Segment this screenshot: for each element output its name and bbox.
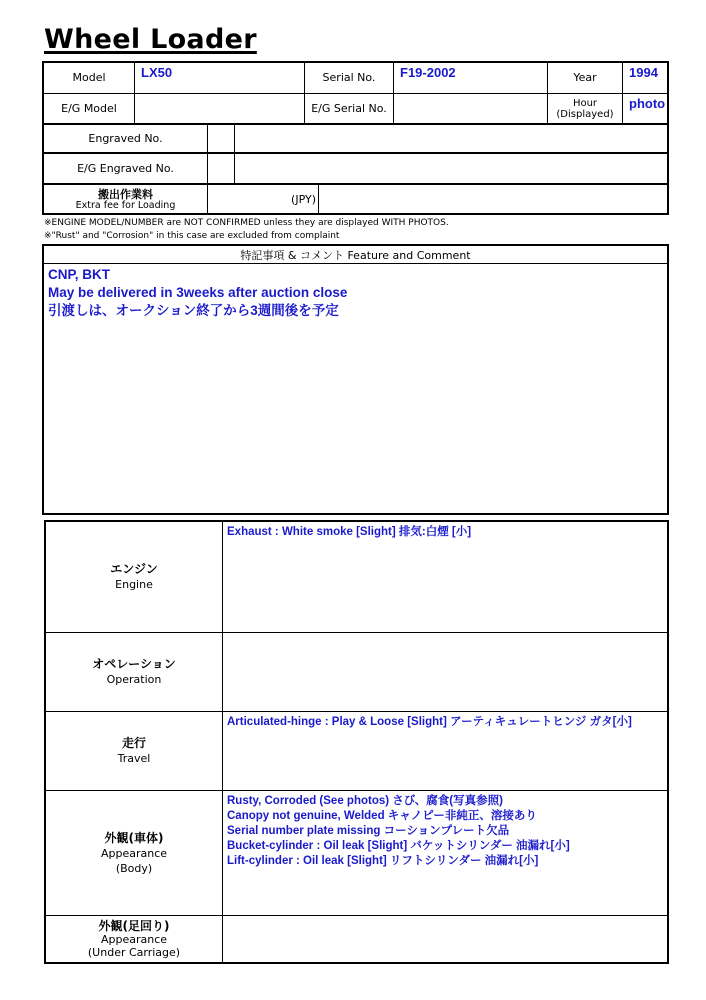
operation-content [223, 633, 667, 711]
eg-engraved-box [208, 154, 235, 185]
eg-serial-value [394, 94, 548, 125]
page-title: Wheel Loader [44, 24, 257, 55]
engine-line: Exhaust : White smoke [Slight] 排気:白煙 [小] [227, 526, 472, 538]
model-value: LX50 [135, 63, 305, 94]
year-value: 1994 [623, 63, 669, 94]
travel-content [223, 712, 667, 790]
appearance-under-label-en1: Appearance [100, 932, 168, 946]
appearance-body-label-en1: Appearance [100, 846, 168, 860]
operation-label-en: Operation [106, 673, 162, 686]
note-rust: ※"Rust" and "Corrosion" in this case are excluded from complaint [44, 231, 340, 241]
hour-label-text: Hour (Displayed) [556, 97, 614, 120]
eg-serial-label: E/G Serial No. [305, 94, 394, 125]
appearance-body-line: Rusty, Corroded (See photos) さび、腐食(写真参照) [227, 795, 503, 807]
appearance-body-label [46, 791, 223, 915]
appearance-body-line: Canopy not genuine, Welded キャノピー非純正、溶接あり [227, 810, 537, 822]
engraved-box [208, 125, 235, 154]
eg-model-value [135, 94, 305, 125]
hour-value: photo [623, 94, 669, 125]
fee-label [44, 185, 208, 215]
note-engine-confirm: ※ENGINE MODEL/NUMBER are NOT CONFIRMED unless they are displayed WITH PHOTOS. [44, 218, 449, 228]
appearance-under-label-en2: (Under Carriage) [87, 945, 181, 959]
engine-content [223, 522, 667, 632]
inspection-table [44, 520, 669, 964]
engraved-label: Engraved No. [44, 125, 208, 154]
travel-label-ja: 走行 [121, 736, 146, 750]
appearance-body-line: Serial number plate missing コーションプレート欠品 [227, 825, 510, 837]
appearance-under-content [223, 916, 667, 962]
appearance-body-line: Bucket-cylinder : Oil leak [Slight] バケットシリンダー 油漏れ[小] [227, 840, 570, 852]
appearance-under-label [46, 916, 223, 962]
serial-value: F19-2002 [394, 63, 548, 94]
operation-label [46, 633, 223, 711]
appearance-body-label-en2: (Body) [115, 861, 153, 875]
fee-label-ja: 搬出作業料 [98, 188, 153, 201]
fee-unit: (JPY) [208, 185, 319, 215]
travel-line: Articulated-hinge : Play & Loose [Slight] アーティキュレートヒンジ ガタ[小] [227, 716, 632, 728]
comment-text [48, 266, 347, 320]
comment-box [42, 244, 669, 515]
fee-value [319, 185, 669, 215]
fee-label-en: Extra fee for Loading [75, 200, 176, 211]
appearance-under-label-ja: 外観(足回り) [98, 918, 170, 933]
travel-label-en: Travel [117, 752, 151, 765]
serial-label: Serial No. [305, 63, 394, 94]
comment-header: 特記事項 & コメント Feature and Comment [44, 246, 667, 264]
engine-label-en: Engine [115, 578, 153, 591]
travel-label [46, 712, 223, 790]
eg-model-label: E/G Model [44, 94, 135, 125]
comment-line: 引渡しは、オークション終了から3週間後を予定 [48, 303, 339, 318]
appearance-body-label-ja: 外観(車体) [104, 830, 164, 845]
spec-table [42, 61, 669, 215]
eg-engraved-value [235, 154, 669, 185]
appearance-body-line: Lift-cylinder : Oil leak [Slight] リフトシリンダー 油漏れ[小] [227, 855, 539, 867]
model-label: Model [44, 63, 135, 94]
engine-label-ja: エンジン [110, 562, 158, 576]
year-label: Year [548, 63, 623, 94]
engraved-value [235, 125, 669, 154]
eg-engraved-label: E/G Engraved No. [44, 154, 208, 185]
comment-line: May be delivered in 3weeks after auction close [48, 285, 348, 300]
operation-label-ja: オペレーション [92, 657, 176, 671]
engine-label [46, 522, 223, 632]
appearance-body-content [223, 791, 667, 915]
comment-line: CNP, BKT [48, 267, 111, 282]
hour-label [548, 94, 623, 125]
